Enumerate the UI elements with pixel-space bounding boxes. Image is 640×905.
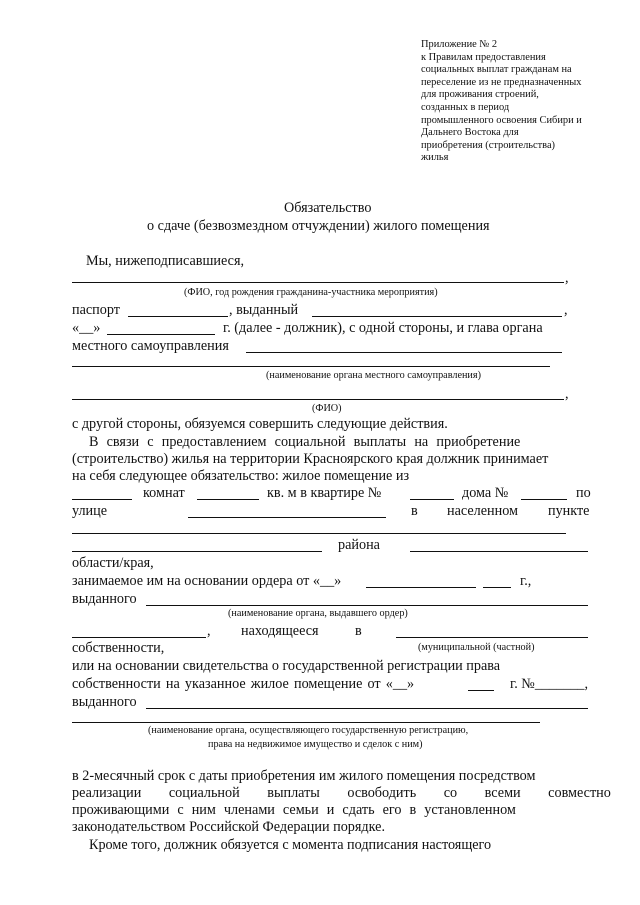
rooms-label: комнат [143, 485, 185, 501]
caption-participant: (ФИО, год рождения гражданина-участника мероприятия) [184, 287, 438, 298]
caption-fio: (ФИО) [312, 403, 342, 414]
para1-line2: (строительство) жилья на территории Красноярского края должник принимает [72, 451, 549, 467]
cert-number: г. №_______, [510, 676, 589, 692]
appendix-line: социальных выплат гражданам на [421, 64, 572, 76]
local-gov-field[interactable] [246, 352, 562, 353]
para2-line2: реализации социальной выплаты освободить со всеми совместно [72, 785, 611, 801]
apartment-number-field[interactable] [410, 499, 454, 500]
order-date-field[interactable] [366, 587, 476, 588]
cert-issuer-field-2[interactable] [72, 722, 540, 723]
para2-line3: проживающими с ним членами семьи и сдать его в установленном [72, 802, 516, 818]
ownership-cert: собственности на указанное жилое помещение от «__» [72, 676, 415, 692]
document-title: Обязательство [284, 200, 372, 216]
appendix-line: промышленного освоения Сибири и [421, 114, 582, 126]
para2-line1: в 2-месячный срок с даты приобретения им жилого помещения посредством [72, 768, 536, 784]
local-gov-label: местного самоуправления [72, 338, 229, 354]
v-label: в [411, 503, 418, 519]
region-field[interactable] [72, 551, 322, 552]
caption-order-org: (наименование органа, выдавшего ордер) [228, 608, 408, 619]
area-field[interactable] [197, 499, 259, 500]
appendix-line: переселение из не предназначенных [421, 76, 582, 88]
date-quote: «__» [72, 320, 101, 336]
house-number-field[interactable] [521, 499, 567, 500]
caption-ownership: (муниципальной (частной) [418, 642, 535, 653]
debtor-text: г. (далее - должник), с одной стороны, и глава органа [223, 320, 543, 336]
para2-line4: законодательством Российской Федерации порядке. [72, 819, 386, 835]
po-label: по [576, 485, 591, 501]
comma: , [565, 270, 569, 286]
passport-field[interactable] [128, 316, 228, 317]
house-label: дома № [462, 485, 509, 501]
appendix-line: Дальнего Востока для [421, 127, 519, 139]
punkt-label: пункте [548, 503, 590, 519]
appendix-line: к Правилам предоставления [421, 51, 546, 63]
para1-line3: на себя следующее обязательство: жилое помещение из [72, 468, 410, 484]
in-label: в [355, 623, 362, 639]
appendix-line: приобретения (строительства) [421, 139, 556, 151]
appendix-line: созданных в период [421, 101, 510, 113]
sqm-label: кв. м в квартире № [267, 485, 382, 501]
intro-text: Мы, нижеподписавшиеся, [86, 253, 245, 269]
para3-line1: Кроме того, должник обязуется с момента подписания настоящего [89, 837, 492, 853]
year-g: г., [520, 573, 532, 589]
appendix-line: Приложение № 2 [421, 39, 498, 50]
appendix-block [421, 39, 601, 165]
document-subtitle: о сдаче (безвозмездном отчуждении) жилого помещения [147, 218, 490, 234]
issued-label: , выданный [229, 302, 299, 318]
para1-line1: В связи с предоставлением социальной выплаты на приобретение [89, 434, 521, 450]
comma: , [207, 623, 211, 639]
passport-date-field[interactable] [107, 334, 215, 335]
region-label: области/края, [72, 555, 154, 571]
comma: , [564, 302, 568, 318]
issued-word: выданного [72, 694, 137, 710]
appendix-line: для проживания строений, [421, 89, 539, 101]
settlement-field[interactable] [72, 533, 566, 534]
ownership-type-field[interactable] [396, 637, 588, 638]
order-text: занимаемое им на основании ордера от «__» [72, 573, 342, 589]
caption-local-gov: (наименование органа местного самоуправления) [266, 370, 481, 381]
district-label: района [338, 537, 380, 553]
cert-line: или на основании свидетельства о государственной регистрации права [72, 658, 501, 674]
local-gov-name-field[interactable] [72, 366, 550, 367]
order-year-field[interactable] [483, 587, 511, 588]
appendix-line: жилья [421, 152, 449, 164]
other-side-text: с другой стороны, обязуемся совершить следующие действия. [72, 416, 448, 432]
settlement-label: населенном [447, 503, 519, 519]
located-label: находящееся [241, 623, 319, 639]
ownership-label: собственности, [72, 640, 165, 656]
passport-issuer-field[interactable] [312, 316, 562, 317]
participant-fio-field[interactable] [72, 282, 564, 283]
cert-date-field[interactable] [468, 690, 494, 691]
caption-registration-1: (наименование органа, осуществляющего государственную регистрацию, [148, 725, 469, 736]
district-field[interactable] [410, 551, 588, 552]
located-field[interactable] [72, 637, 206, 638]
order-issuer-field[interactable] [146, 605, 588, 606]
street-field[interactable] [188, 517, 386, 518]
cert-issuer-field[interactable] [146, 708, 588, 709]
passport-label: паспорт [72, 302, 120, 318]
issued-word: выданного [72, 591, 137, 607]
rooms-count-field[interactable] [72, 499, 132, 500]
caption-registration-2: права на недвижимое имущество и сделок с ним) [208, 739, 423, 750]
street-label: улице [72, 503, 108, 519]
head-fio-field[interactable] [72, 399, 564, 400]
comma: , [565, 386, 569, 402]
